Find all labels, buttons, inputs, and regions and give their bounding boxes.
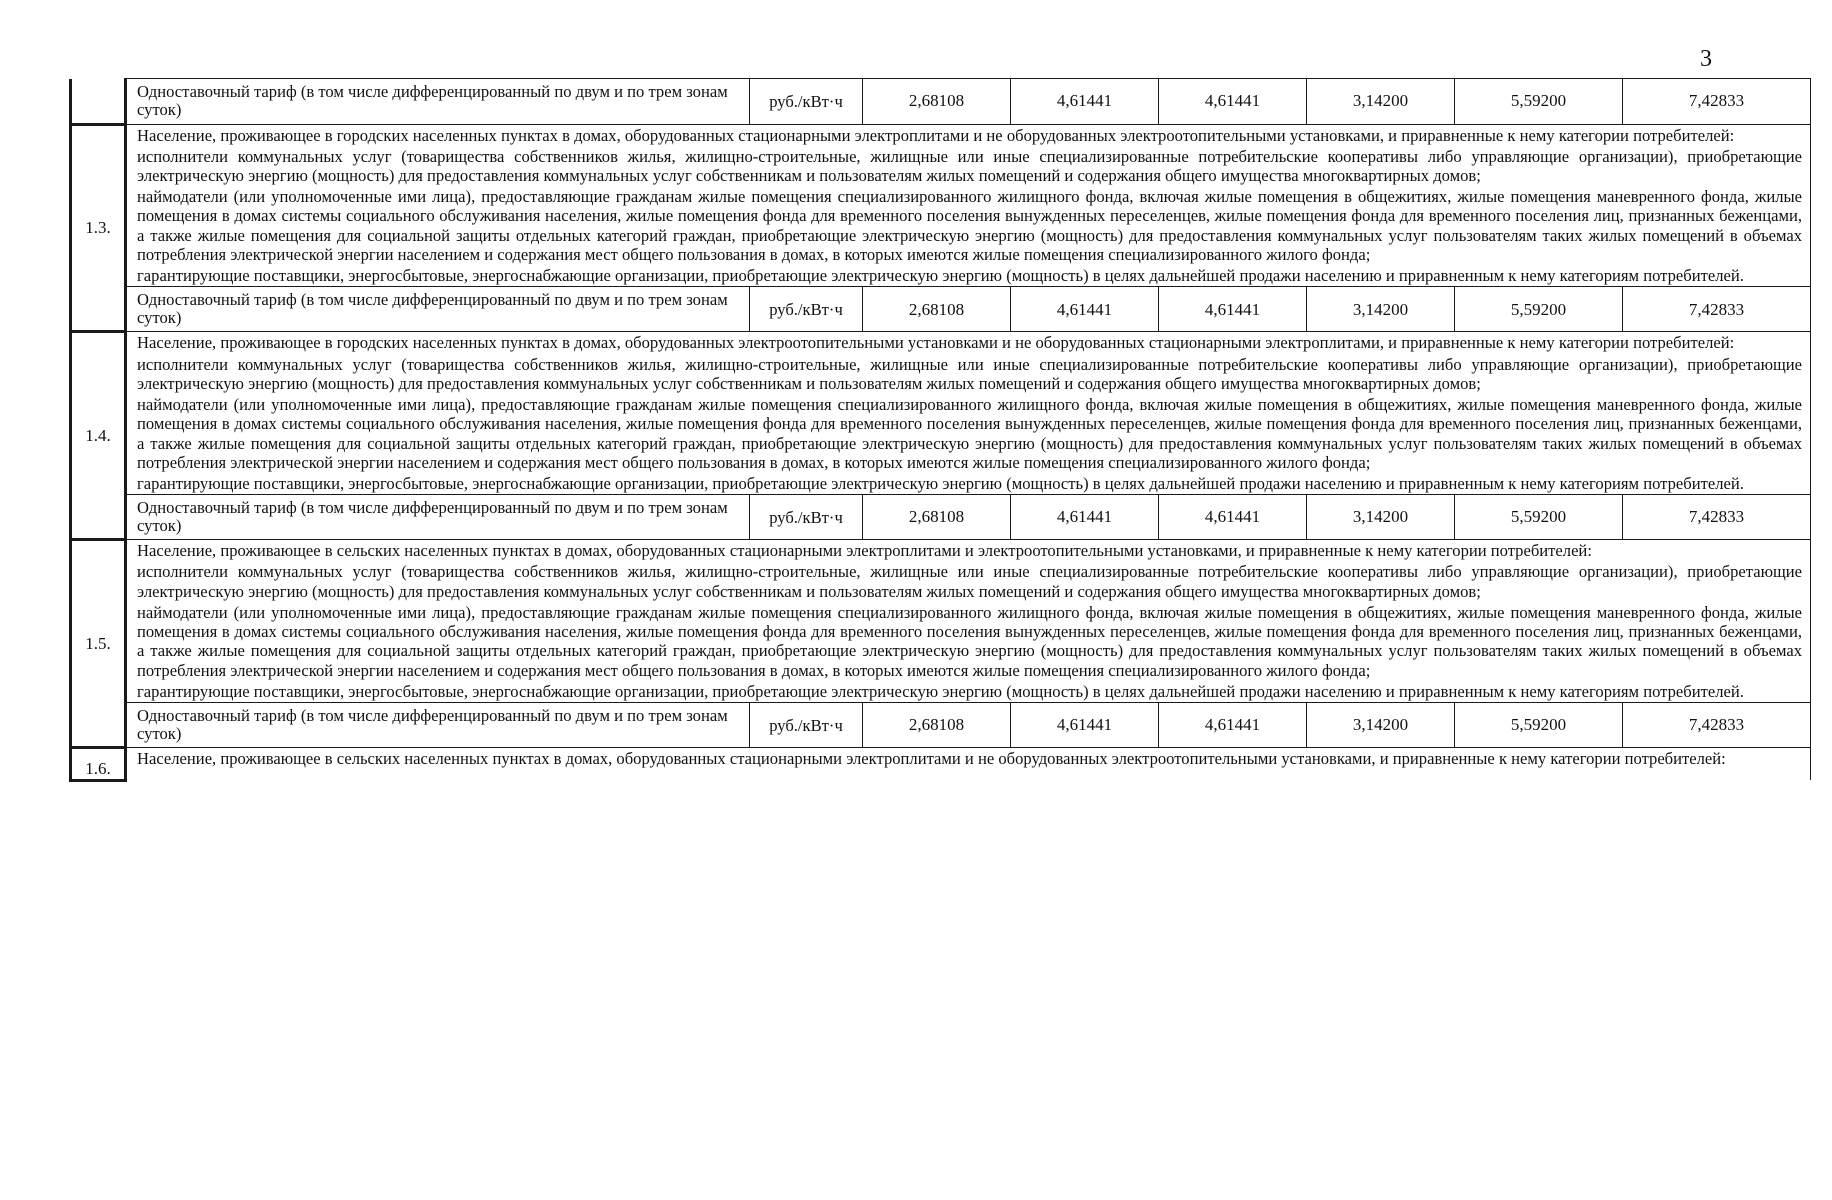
landlords-text: наймодатели (или уполномоченные ими лица), предоставляющие гражданам жилые помещения специализированного жилищного фонда, включая жилые помещения в общежитиях, жилые помещения маневренного фонда, жилые помещения в домах системы социального обслуживания населения, жилые помещения фонда для временного поселения вынужденных переселенцев, жилые помещения фонда для временного поселения лиц, признанных беженцами, а также жилые помещения для социальной защиты отдельных категорий граждан, приобретающие электрическую энергию (мощность) для предоставления коммунальных услуг пользователям таких жилых помещений в объемах потребления электрической энергии населением и содержания мест общего пользования в домах, в которых имеются жилые помещения специализированного жилого фонда;: [137, 395, 1802, 472]
tariff-table: [69, 78, 1811, 782]
tariff-row: [71, 287, 1811, 332]
tariff-value: 4,61441: [1011, 495, 1159, 540]
tariff-value: 5,59200: [1455, 703, 1623, 748]
tariff-value: 4,61441: [1159, 495, 1307, 540]
section-number: 1.3.: [71, 124, 126, 332]
tariff-value: 5,59200: [1455, 79, 1623, 125]
tariff-value: 4,61441: [1011, 79, 1159, 125]
tariff-value: 7,42833: [1623, 287, 1811, 332]
section-row: [71, 540, 1811, 703]
tariff-value: 4,61441: [1011, 287, 1159, 332]
tariff-value: 2,68108: [863, 287, 1011, 332]
tariff-value: 5,59200: [1455, 495, 1623, 540]
executors-text: исполнители коммунальных услуг (товарищества собственников жилья, жилищно-строительные, жилищные или иные специализированные потребительские кооперативы либо управляющие организации), приобретающие электрическую энергию (мощность) для предоставления коммунальных услуг собственникам и пользователям жилых помещений и содержания общего имущества многоквартирных домов;: [137, 354, 1802, 393]
tariff-label: Одноставочный тариф (в том числе дифференцированный по двум и по трем зонам суток): [126, 287, 750, 332]
tariff-value: 7,42833: [1623, 495, 1811, 540]
page-number: 3: [1700, 46, 1712, 72]
tariff-value: 4,61441: [1159, 703, 1307, 748]
tariff-row: [71, 495, 1811, 540]
tariff-unit: руб./кВт·ч: [750, 287, 863, 332]
section-number: 1.6.: [71, 748, 126, 781]
tariff-unit: руб./кВт·ч: [750, 79, 863, 125]
tariff-value: 3,14200: [1307, 287, 1455, 332]
executors-text: исполнители коммунальных услуг (товарищества собственников жилья, жилищно-строительные, жилищные или иные специализированные потребительские кооперативы либо управляющие организации), приобретающие электрическую энергию (мощность) для предоставления коммунальных услуг собственникам и пользователям жилых помещений и содержания общего имущества многоквартирных домов;: [137, 146, 1802, 185]
section-row: [71, 124, 1811, 287]
suppliers-text: гарантирующие поставщики, энергосбытовые, энергоснабжающие организации, приобретающие электрическую энергию (мощность) в целях дальнейшей продажи населению и приравненным к нему категориям потребителей.: [137, 681, 1744, 701]
suppliers-text: гарантирующие поставщики, энергосбытовые, энергоснабжающие организации, приобретающие электрическую энергию (мощность) в целях дальнейшей продажи населению и приравненным к нему категориям потребителей.: [137, 474, 1744, 494]
section-intro: Население, проживающее в городских населенных пунктах в домах, оборудованных стационарными электроплитами и не оборудованных электроотопительными установками, и приравненные к нему категории потребителей:: [137, 125, 1735, 145]
tariff-value: 7,42833: [1623, 703, 1811, 748]
tariff-value: 4,61441: [1159, 287, 1307, 332]
tariff-unit: руб./кВт·ч: [750, 703, 863, 748]
tariff-value: 4,61441: [1011, 703, 1159, 748]
executors-text: исполнители коммунальных услуг (товарищества собственников жилья, жилищно-строительные, жилищные или иные специализированные потребительские кооперативы либо управляющие организации), приобретающие электрическую энергию (мощность) для предоставления коммунальных услуг собственникам и пользователям жилых помещений и содержания общего имущества многоквартирных домов;: [137, 562, 1802, 601]
tariff-row: [71, 79, 1811, 125]
tariff-value: 3,14200: [1307, 79, 1455, 125]
section-intro: Население, проживающее в сельских населенных пунктах в домах, оборудованных стационарными электроплитами и электроотопительными установками, и приравненные к нему категории потребителей:: [137, 541, 1592, 561]
tariff-value: 4,61441: [1159, 79, 1307, 125]
tariff-label: Одноставочный тариф (в том числе дифференцированный по двум и по трем зонам суток): [126, 495, 750, 540]
tariff-label: Одноставочный тариф (в том числе дифференцированный по двум и по трем зонам суток): [126, 703, 750, 748]
suppliers-text: гарантирующие поставщики, энергосбытовые, энергоснабжающие организации, приобретающие электрическую энергию (мощность) в целях дальнейшей продажи населению и приравненным к нему категориям потребителей.: [137, 266, 1744, 286]
tariff-label: Одноставочный тариф (в том числе дифференцированный по двум и по трем зонам суток): [126, 79, 750, 125]
section-number: 1.4.: [71, 332, 126, 540]
number-cell-empty: [71, 79, 126, 125]
tariff-unit: руб./кВт·ч: [750, 495, 863, 540]
landlords-text: наймодатели (или уполномоченные ими лица), предоставляющие гражданам жилые помещения специализированного жилищного фонда, включая жилые помещения в общежитиях, жилые помещения маневренного фонда, жилые помещения в домах системы социального обслуживания населения, жилые помещения фонда для временного поселения вынужденных переселенцев, жилые помещения фонда для временного поселения лиц, признанных беженцами, а также жилые помещения для социальной защиты отдельных категорий граждан, приобретающие электрическую энергию (мощность) для предоставления коммунальных услуг пользователям таких жилых помещений в объемах потребления электрической энергии населением и содержания мест общего пользования в домах, в которых имеются жилые помещения специализированного жилого фонда;: [137, 602, 1802, 680]
section-row: [71, 332, 1811, 495]
section-row: [71, 748, 1811, 781]
landlords-text: наймодатели (или уполномоченные ими лица), предоставляющие гражданам жилые помещения специализированного жилищного фонда, включая жилые помещения в общежитиях, жилые помещения маневренного фонда, жилые помещения в домах системы социального обслуживания населения, жилые помещения фонда для временного поселения вынужденных переселенцев, жилые помещения фонда для временного поселения лиц, признанных беженцами, а также жилые помещения для социальной защиты отдельных категорий граждан, приобретающие электрическую энергию (мощность) для предоставления коммунальных услуг пользователям таких жилых помещений в объемах потребления электрической энергии населением и содержания мест общего пользования в домах, в которых имеются жилые помещения специализированного жилого фонда;: [137, 187, 1802, 264]
section-description: [126, 540, 1811, 703]
section-intro: Население, проживающее в городских населенных пунктах в домах, оборудованных электроотопительными установками и не оборудованных стационарными электроплитами, и приравненные к нему категории потребителей:: [137, 333, 1735, 353]
section-description: [126, 124, 1811, 287]
tariff-row: [71, 703, 1811, 748]
tariff-value: 7,42833: [1623, 79, 1811, 125]
section-description: [126, 748, 1811, 781]
tariff-value: 2,68108: [863, 703, 1011, 748]
section-intro: Население, проживающее в сельских населенных пунктах в домах, оборудованных стационарными электроплитами и не оборудованных электроотопительными установками, и приравненные к нему категории потребителей:: [137, 749, 1726, 769]
tariff-value: 3,14200: [1307, 703, 1455, 748]
tariff-value: 2,68108: [863, 79, 1011, 125]
section-description: [126, 332, 1811, 495]
tariff-value: 3,14200: [1307, 495, 1455, 540]
section-number: 1.5.: [71, 540, 126, 748]
tariff-value: 2,68108: [863, 495, 1011, 540]
tariff-value: 5,59200: [1455, 287, 1623, 332]
